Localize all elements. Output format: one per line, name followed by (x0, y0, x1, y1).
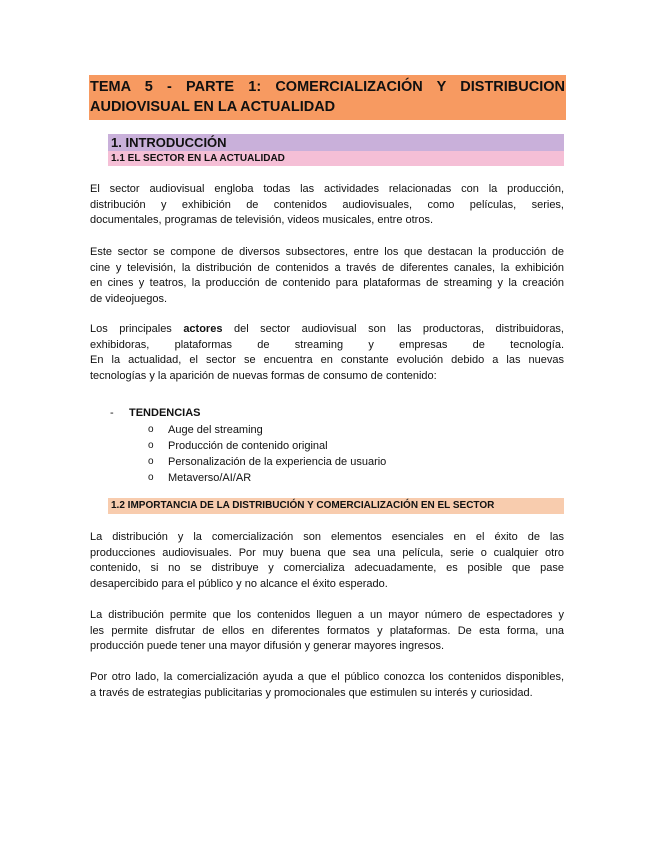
section-heading-introduccion: 1. INTRODUCCIÓN (108, 134, 564, 151)
tendencias-heading: TENDENCIAS (129, 407, 201, 419)
paragraph (90, 608, 564, 655)
paragraph-line: contenido, si no se distribuye y comercializa adecuadamente, es posible que pase (90, 562, 564, 575)
paragraph-line: El sector audiovisual engloba todas las actividades relacionadas con la producción, (90, 183, 564, 195)
list-item-text: Metaverso/AI/AR (168, 472, 252, 484)
subsection-heading-sector: 1.1 EL SECTOR EN LA ACTUALIDAD (108, 151, 564, 166)
list-item (148, 470, 386, 486)
paragraph-line: Este sector se compone de diversos subsectores, entre los que destacan la producción de (90, 246, 564, 258)
list-item-text: Auge del streaming (168, 424, 263, 436)
paragraph-line: distribución y exhibición de contenidos audiovisuales, como películas, series, (90, 198, 564, 211)
title-line: TEMA 5 - PARTE 1: COMERCIALIZACIÓN Y DISTRIBUCION (90, 79, 565, 95)
list-item (148, 422, 386, 438)
paragraph (90, 245, 564, 307)
paragraph (90, 182, 564, 229)
circle-bullet-icon: o (148, 424, 154, 435)
paragraph-line: La distribución permite que los contenidos lleguen a un mayor número de espectadores y (90, 609, 564, 621)
list-item (148, 438, 386, 454)
paragraph-line: de videojuegos. (90, 292, 168, 305)
paragraph-line: exhibidoras, plataformas de streaming y empresas de tecnología. (90, 338, 564, 351)
paragraph-line: tecnologías y la aparición de nuevas formas de consumo de contenido: (90, 369, 437, 382)
paragraph (90, 670, 564, 701)
paragraph-line (90, 322, 564, 338)
circle-bullet-icon: o (148, 472, 154, 483)
bold-keyword: actores (183, 323, 223, 335)
list-item-text: Personalización de la experiencia de usuario (168, 456, 387, 468)
paragraph-line: a través de estrategias publicitarias y promocionales que estimulen su interés y curiosidad. (90, 686, 533, 699)
tendencias-list (148, 422, 386, 486)
circle-bullet-icon: o (148, 440, 154, 451)
paragraph-actors (90, 322, 564, 384)
paragraph-line: cine y televisión, la distribución de contenidos a través de diferentes canales, la exhibición (90, 261, 564, 274)
paragraph-line: producción puede tener una mayor difusión y generar mayores ingresos. (90, 640, 445, 653)
paragraph-line: desapercibido para el público y no alcance el éxito esperado. (90, 577, 388, 590)
list-item (148, 454, 386, 470)
list-dash-bullet: - (110, 407, 114, 419)
text-run: Los principales (90, 323, 172, 335)
list-item-text: Producción de contenido original (168, 440, 328, 452)
paragraph-line: producciones audiovisuales. Por muy buena que sea una película, serie o cualquier otro (90, 546, 564, 559)
paragraph-line: en cines y teatros, la producción de contenido para plataformas de streaming y la creación (90, 277, 564, 290)
paragraph-line: documentales, programas de televisión, videos musicales, entre otros. (90, 214, 434, 227)
subsection-heading-importancia: 1.2 IMPORTANCIA DE LA DISTRIBUCIÓN Y COMERCIALIZACIÓN EN EL SECTOR (108, 498, 564, 514)
paragraph-line: En la actualidad, el sector se encuentra en constante evolución debido a las nuevas (90, 354, 564, 367)
paragraph-line: La distribución y la comercialización son elementos esenciales en el éxito de las (90, 531, 564, 543)
document-title (89, 75, 566, 120)
title-line: AUDIOVISUAL EN LA ACTUALIDAD (90, 99, 336, 115)
text-run: del sector audiovisual son las productoras, distribuidoras, (233, 323, 564, 335)
paragraph-line: les permite disfrutar de ellos en diferentes formatos y plataformas. De esta forma, una (90, 624, 564, 637)
paragraph (90, 530, 564, 592)
circle-bullet-icon: o (148, 456, 154, 467)
paragraph-line: Por otro lado, la comercialización ayuda a que el público conozca los contenidos disponibles, (90, 671, 564, 683)
